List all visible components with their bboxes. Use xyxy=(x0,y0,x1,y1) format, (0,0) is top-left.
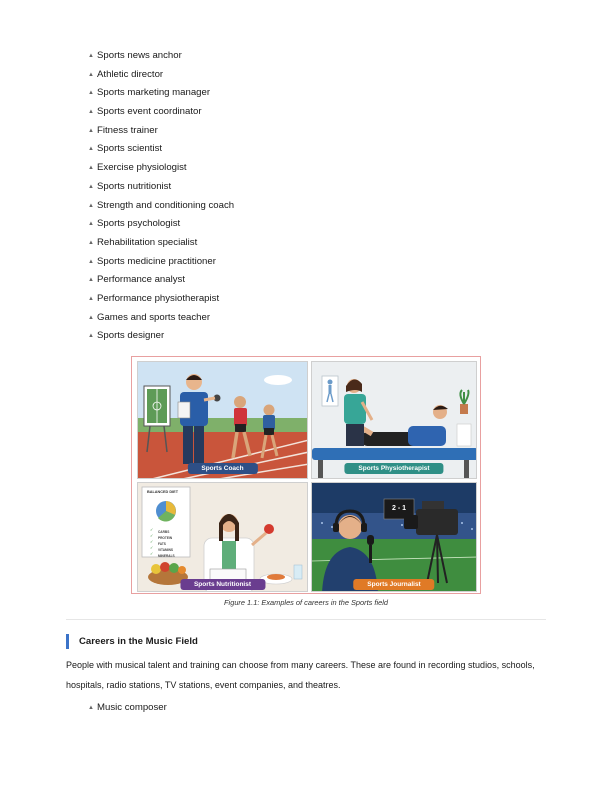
diet-item: CARBS xyxy=(158,530,170,534)
sports-careers-figure xyxy=(131,356,481,594)
triangle-bullet-icon: ▲ xyxy=(88,705,94,711)
triangle-bullet-icon: ▲ xyxy=(88,202,94,209)
diet-board-title: BALANCED DIET xyxy=(147,490,179,494)
list-item: ▲ Music composer xyxy=(88,699,167,718)
sports-physiotherapist-panel xyxy=(311,361,477,479)
list-item: ▲ Sports news anchor xyxy=(88,47,234,66)
list-item: ▲ Sports event coordinator xyxy=(88,103,234,122)
list-item: ▲ Sports marketing manager xyxy=(88,84,234,103)
svg-text:✓: ✓ xyxy=(150,551,154,556)
figure-caption: Figure 1.1: Examples of careers in the Sports field xyxy=(224,598,388,607)
triangle-bullet-icon: ▲ xyxy=(88,295,94,302)
sports-journalist-panel xyxy=(311,482,477,592)
section-paragraph: People with musical talent and training can choose from many careers. These are found in recording studios, schools, hospitals, radio stations, TV stations, event companies, and theatres. xyxy=(66,660,535,690)
sports-coach-label: Sports Coach xyxy=(187,463,257,474)
music-career-list xyxy=(88,699,167,718)
triangle-bullet-icon: ▲ xyxy=(88,258,94,265)
list-item: ▲ Athletic director xyxy=(88,66,234,85)
triangle-bullet-icon: ▲ xyxy=(88,277,94,284)
diet-item: PROTEIN xyxy=(158,536,173,540)
list-item: ▲ Performance physiotherapist xyxy=(88,290,234,309)
section-heading: Careers in the Music Field xyxy=(66,634,198,649)
sports-journalist-label: Sports Journalist xyxy=(353,579,434,590)
diet-board-items xyxy=(158,529,175,559)
list-item: ▲ Sports scientist xyxy=(88,140,234,159)
svg-text:✓: ✓ xyxy=(150,539,154,544)
section-divider xyxy=(66,619,546,620)
sports-nutritionist-label: Sports Nutritionist xyxy=(180,579,265,590)
triangle-bullet-icon: ▲ xyxy=(88,127,94,134)
sports-career-list xyxy=(88,47,234,346)
list-item: ▲ Sports psychologist xyxy=(88,215,234,234)
triangle-bullet-icon: ▲ xyxy=(88,53,94,59)
sports-physiotherapist-label: Sports Physiotherapist xyxy=(344,463,443,474)
list-item: ▲ Performance analyst xyxy=(88,271,234,290)
triangle-bullet-icon: ▲ xyxy=(88,90,94,97)
triangle-bullet-icon: ▲ xyxy=(88,314,94,321)
triangle-bullet-icon: ▲ xyxy=(88,165,94,172)
diet-item: VITAMINS xyxy=(158,548,173,552)
list-item: ▲ Sports designer xyxy=(88,327,234,346)
svg-text:✓: ✓ xyxy=(150,533,154,538)
svg-text:✓: ✓ xyxy=(150,527,154,532)
list-item: ▲ Sports medicine practitioner xyxy=(88,253,234,272)
sports-coach-illustration xyxy=(138,362,308,479)
triangle-bullet-icon: ▲ xyxy=(88,183,94,190)
diet-item: FATS xyxy=(158,542,166,546)
list-item: ▲ Fitness trainer xyxy=(88,122,234,141)
triangle-bullet-icon: ▲ xyxy=(88,239,94,246)
list-item: ▲ Rehabilitation specialist xyxy=(88,234,234,253)
sports-coach-panel xyxy=(137,361,308,479)
triangle-bullet-icon: ▲ xyxy=(88,146,94,153)
diet-item: MINERALS xyxy=(158,554,175,558)
sports-physiotherapist-illustration xyxy=(312,362,477,479)
svg-text:✓: ✓ xyxy=(150,545,154,550)
list-item: ▲ Exercise physiologist xyxy=(88,159,234,178)
triangle-bullet-icon: ▲ xyxy=(88,221,94,228)
scoreboard-display: 2 - 1 xyxy=(391,505,406,512)
triangle-bullet-icon: ▲ xyxy=(88,109,94,116)
triangle-bullet-icon: ▲ xyxy=(88,333,94,340)
list-item: ▲ Games and sports teacher xyxy=(88,309,234,328)
list-item: ▲ Strength and conditioning coach xyxy=(88,197,234,216)
sports-nutritionist-panel xyxy=(137,482,308,592)
list-item: ▲ Sports nutritionist xyxy=(88,178,234,197)
triangle-bullet-icon: ▲ xyxy=(88,71,94,78)
